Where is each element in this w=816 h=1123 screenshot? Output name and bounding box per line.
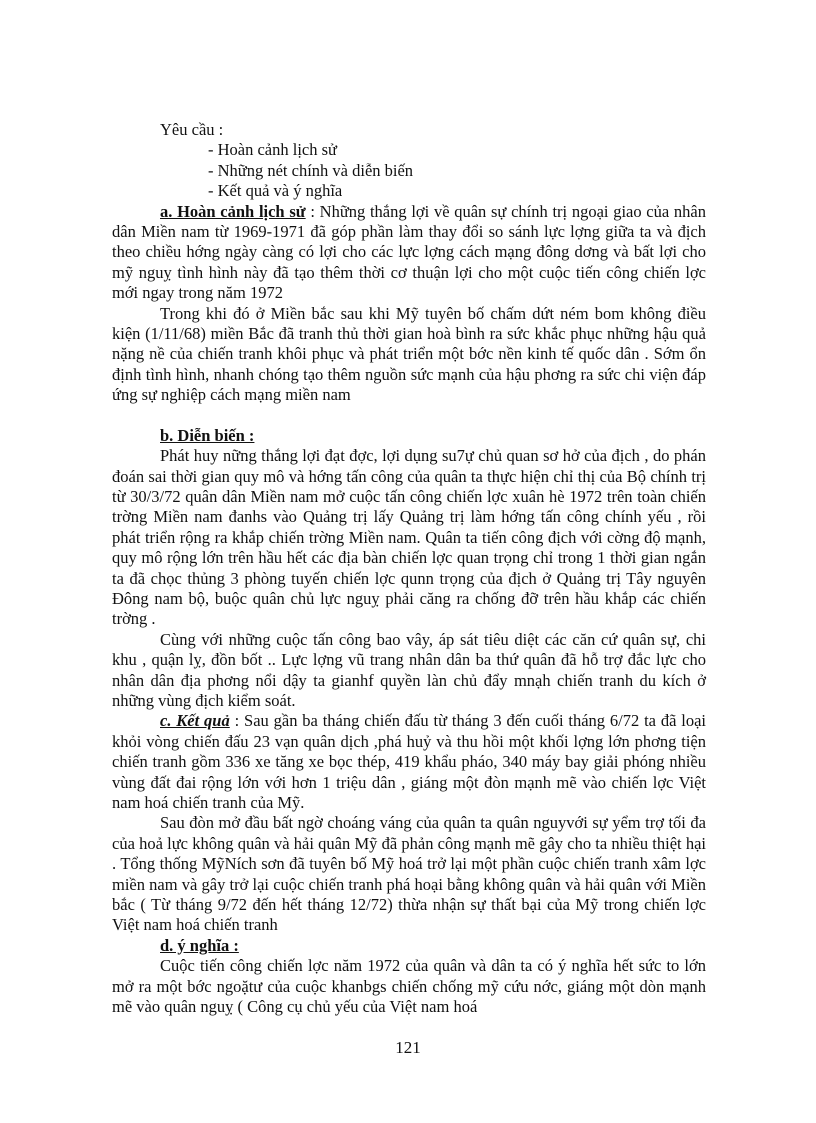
section-d-heading: d. ý nghĩa : bbox=[160, 935, 239, 955]
section-d-paragraph-1: Cuộc tiến công chiến lợc năm 1972 của quân và dân ta có ý nghĩa hết sức to lớn mở ra một bớc ngoặtư của cuộc khanbgs chiến chống mỹ cứu nớc, giáng một dòn mạnh mẽ vào quân nguỵ ( Công cụ chủ yếu của Việt nam hoá bbox=[112, 956, 706, 1017]
section-c-text: : Sau gần ba tháng chiến đấu từ tháng 3 đến cuối tháng 6/72 ta đã loại khỏi vòng chiến đấu 23 vạn quân dịch ,phá huỷ và thu hồi một khối lợng lớn phơng tiện chiến tranh gồm 336 xe tăng xe bọc thép, 419 khẩu pháo, 340 máy bay giải phóng nhiều vùng đất đai rộng lớn với hơn 1 triệu dân , giáng một đòn mạnh mẽ vào chiến lợc Việt nam hoá chiến tranh của Mỹ. bbox=[112, 711, 707, 812]
section-a-text: : Những thắng lợi về quân sự chính trị ngoại giao của nhân dân Miền nam từ 1969-1971 đã góp phần làm thay đổi so sánh lực lợng giữa ta và địch theo chiều hớng ngày càng có lợi cho các lực lợng cách mạng đông dơng và bất lợi cho mỹ nguỵ tình hình này đã tạo thêm thời cơ thuận lợi cho một cuộc tiến công chiến lợc mới ngay trong năm 1972 bbox=[112, 201, 706, 303]
section-c-heading: c. Kết quả bbox=[160, 711, 230, 731]
section-b-heading: b. Diễn biến : bbox=[160, 425, 255, 445]
requirement-item: - Những nét chính và diễn biến bbox=[208, 160, 414, 180]
requirement-item: - Hoàn cảnh lịch sử bbox=[208, 140, 337, 160]
requirements-title: Yêu cầu : bbox=[160, 120, 224, 139]
section-a-heading: a. Hoàn cảnh lịch sử bbox=[160, 201, 306, 221]
section-c-paragraph-2: Sau đòn mở đầu bất ngờ choáng váng của quân ta quân nguyvới sự yểm trợ tối đa của hoả lực không quân và hải quân Mỹ đã phản công mạnh mẽ gây cho ta nhiều thiệt hại . Tổng thống MỹNích sơn đã tuyên bố Mỹ hoá trở lại một phần cuộc chiến tranh xâm lợc miền nam và gây trở lại cuộc chiến tranh phá hoại bằng không quân và hải quân với Miền bắc ( Từ tháng 9/72 đến hết tháng 12/72) thừa nhận sự thất bại của Mỹ trong chiến lợc Việt nam hoá chiến tranh bbox=[112, 813, 706, 935]
document-page bbox=[112, 120, 706, 1017]
section-a-paragraph-1 bbox=[112, 202, 706, 304]
section-a-paragraph-2: Trong khi đó ở Miền bắc sau khi Mỹ tuyên bố chấm dứt ném bom không điều kiện (1/11/68) miền Bắc đã tranh thủ thời gian hoà bình ra sức khắc phục những hậu quả nặng nề của chiến tranh khôi phục và phát triển một bớc nền kinh tế quốc dân . Sớm ổn định tình hình, nhanh chóng tạo thêm nguồn sức mạnh của hậu phơng ra sức chi viện đáp ứng sự nghiệp cách mạng miền nam bbox=[112, 303, 706, 405]
page-number: 121 bbox=[395, 1038, 421, 1057]
section-d-heading-line bbox=[160, 936, 706, 956]
section-c-paragraph-1 bbox=[112, 711, 706, 813]
section-b-paragraph-2: Cùng với những cuộc tấn công bao vây, áp sát tiêu diệt các căn cứ quân sự, chi khu , quận lỵ, đồn bốt .. Lực lợng vũ trang nhân dân ba thứ quân đã hỗ trợ đắc lực cho nhân dân địa phơng nổi dậy ta gianhf quyền làn chủ đẩy mnạh chiến tranh du kích ở những vùng địch kiểm soát. bbox=[112, 629, 706, 710]
requirement-item: - Kết quả và ý nghĩa bbox=[208, 181, 343, 201]
section-b-paragraph-1: Phát huy nững thắng lợi đạt đợc, lợi dụng su7ự chủ quan sơ hở của địch , do phán đoán sai thời gian quy mô và hớng tấn công của quân ta thực hiện chỉ thị của Bộ chính trị từ 30/3/72 quân dân Miền nam mở cuộc tấn công chiến lợc xuân hè 1972 trên toàn chiến trờng Miền nam đanhs vào Quảng trị lấy Quảng trị làm hớng tấn công chính yếu , rồi phát triển rộng ra khắp chiến trờng Miền nam. Quân ta tiến công địch với cờng độ mạnh, quy mô rộng lớn trên hầu hết các địa bàn chiến lợc quan trọng chỉ trong 1 thời gian ngắn ta đã chọc thủng 3 phòng tuyến chiến lợc qunn trọng của địch ở Quảng trị Tây nguyên Đông nam bộ, buộc quân chủ lực nguỵ phải căng ra chống đỡ trên hầu khắp các chiến trờng . bbox=[112, 446, 706, 629]
requirements-block bbox=[112, 120, 706, 202]
section-b-heading-line bbox=[160, 426, 706, 446]
